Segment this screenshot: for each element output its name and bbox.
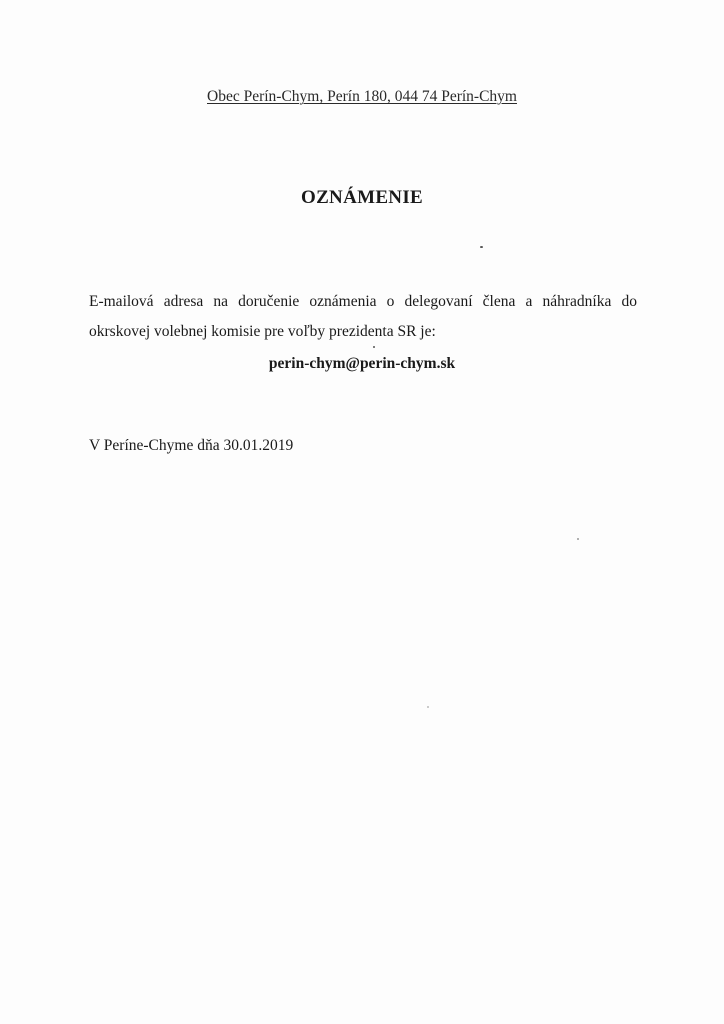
scan-speck — [480, 246, 483, 248]
place-and-date: V Períne-Chyme dňa 30.01.2019 — [89, 437, 294, 454]
announcement-text: E-mailová adresa na doručenie oznámenia o delegovaní člena a náhradníka do okrskovej volebnej komisie pre voľby prezidenta SR je: — [89, 293, 637, 340]
document-title: OZNÁMENIE — [301, 187, 423, 208]
municipality-address: Obec Perín-Chym, Perín 180, 044 74 Perín-Chym — [207, 88, 517, 105]
scan-speck — [577, 538, 579, 540]
scan-speck — [373, 346, 375, 348]
municipality-header — [0, 88, 724, 106]
contact-email: perin-chym@perin-chym.sk — [268, 355, 456, 372]
scan-speck — [427, 706, 429, 708]
